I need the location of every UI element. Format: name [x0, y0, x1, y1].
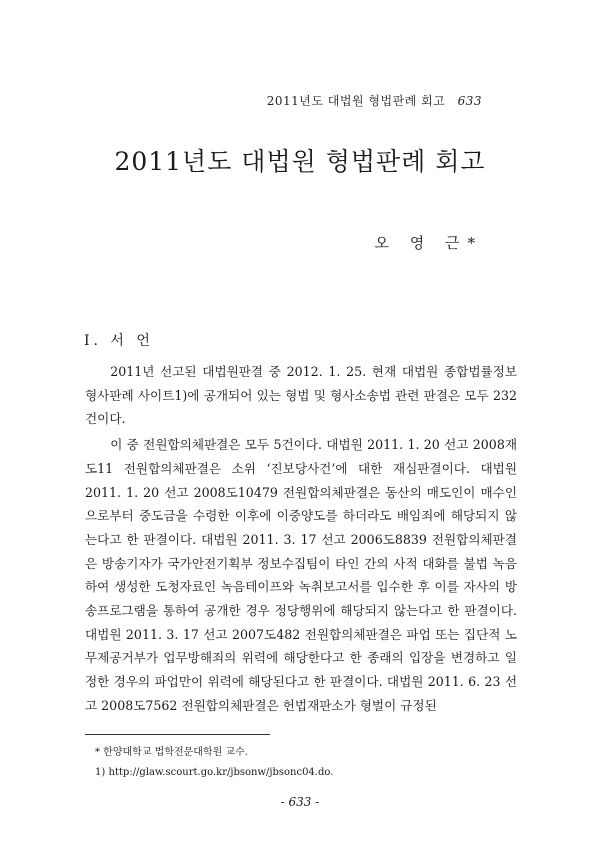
page-number: - 633 -	[280, 795, 320, 809]
author-name: 오 영 근*	[374, 234, 483, 252]
paragraph-2: 이 중 전원합의체판결은 모두 5건이다. 대법원 2011. 1. 20 선고 2008재도11 전원합의체판결은 소위 ‘진보당사건’에 대한 재심판결이다. 대법원 2011. 1. 20 선고 2008도10479 전원합의체판결은 동산의 매도인이 매수인으로부터 중도금을 수령한 이후에 이중양도를 하더라도 배임죄에 해당되지 않는다고 한 판결이다. 대법원 2011. 3. 17 선고 2006도8839 전원합의체판결은 방송기자가 국가안전기획부 정보수집팀이 타인 간의 사적 대화를 불법 녹음하여 생성한 도청자료인 녹음테이프와 녹취보고서를 입수한 후 이를 자사의 방송프로그램을 통하여 공개한 경우 정당행위에 해당되지 않는다고 한 판결이다. 대법원 2011. 3. 17 선고 2007도482 전원합의체판결은 파업 또는 집단적 노무제공거부가 업무방해죄의 위력에 해당한다고 한 종래의 입장을 변경하고 일정한 경우의 파업만이 위력에 해당된다고 한 판결이다. 대법원 2011. 6. 23 선고 2008도7562 전원합의체판결은 헌법재판소가 형벌이 규정된	[85, 437, 517, 713]
footnote-1: 1) http://glaw.scourt.go.kr/jbsonw/jbsonc04.do.	[95, 767, 334, 778]
running-header-page: 633	[457, 94, 482, 108]
footnotes	[95, 743, 515, 783]
running-header-title: 2011년도 대법원 형법판례 회고	[266, 94, 446, 108]
paragraph-1: 2011년 선고된 대법원판결 중 2012. 1. 25. 현재 대법원 종합법률정보 형사판례 사이트1)에 공개되어 있는 형법 및 형사소송법 관련 판결은 모두 232건이다.	[85, 364, 517, 427]
footnote-divider	[85, 734, 270, 735]
running-header	[267, 92, 482, 109]
section-heading: Ⅰ. 서 언	[84, 333, 154, 349]
body-text	[85, 360, 517, 718]
article-title: 2011년도 대법원 형법판례 회고	[114, 146, 486, 176]
footnote-author: * 한양대학교 법학전문대학원 교수.	[95, 747, 248, 758]
